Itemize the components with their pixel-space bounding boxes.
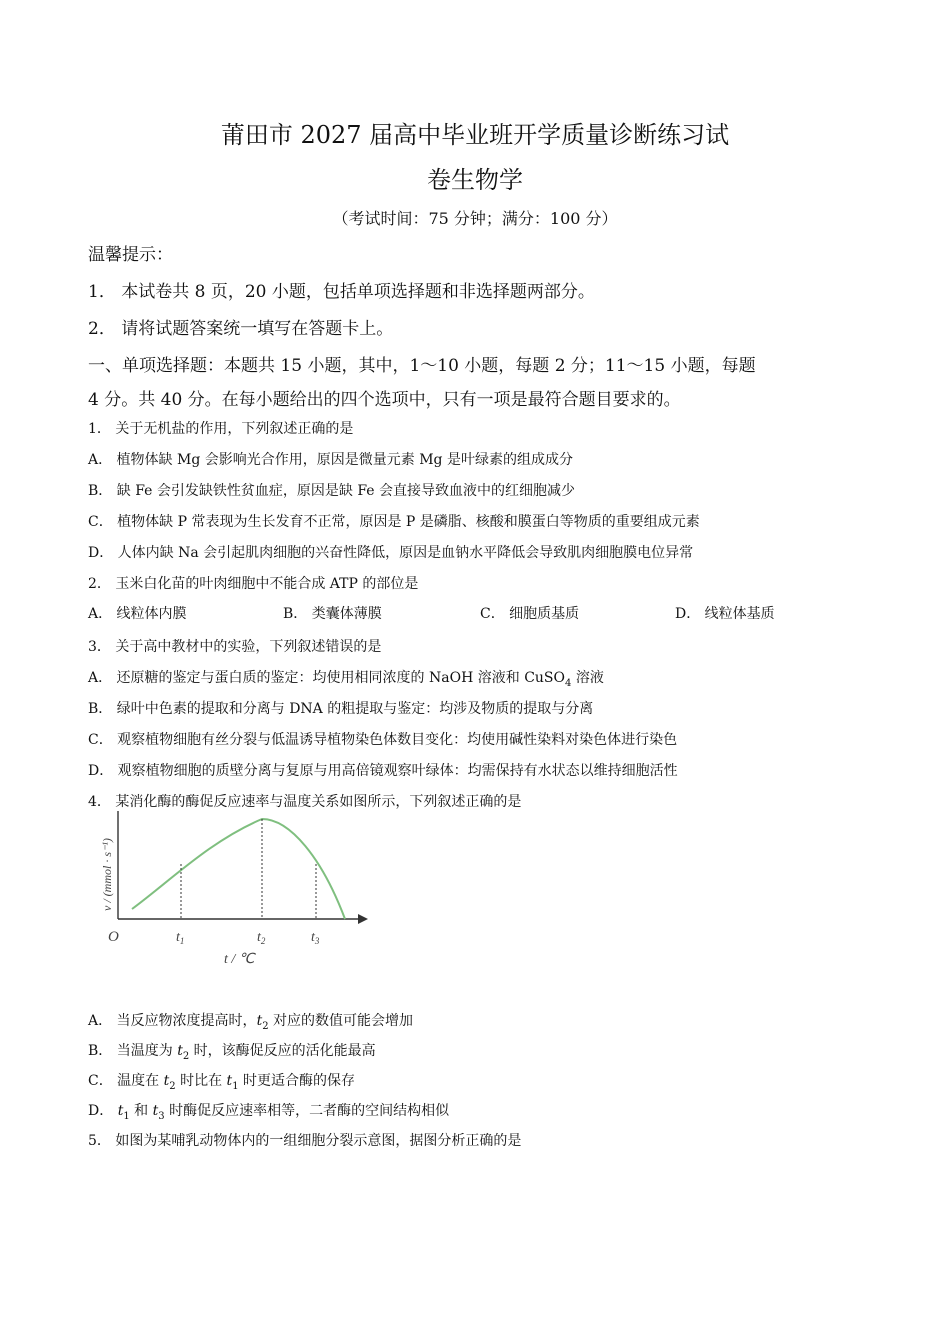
tips-heading: 温馨提示： [88,245,173,265]
y-axis-label: v / (mmol · s⁻¹) [100,838,114,911]
q1-option-d: D． 人体内缺 Na 会引起肌肉细胞的兴奋性降低，原因是血钠水平降低会导致肌肉细胞膜电位异常 [88,545,694,561]
section1-line1: 一、单项选择题：本题共 15 小题，其中，1～10 小题，每题 2 分；11～15 小题，每题 [88,356,756,376]
q1-option-a: A． 植物体缺 Mg 会影响光合作用，原因是微量元素 Mg 是叶绿素的组成成分 [88,452,573,468]
tips-item-2: 2． 请将试题答案统一填写在答题卡上。 [88,319,394,339]
q2-stem: 2． 玉米白化苗的叶肉细胞中不能合成 ATP 的部位是 [88,576,419,592]
page-title-line2: 卷生物学 [427,166,523,194]
x-axis-label: t / ℃ [224,952,255,967]
q4-option-c: C． 温度在 $t_2$ 时比在 $t_1$ 时更适合酶的保存 [88,1073,356,1092]
q4-option-a: A． 当反应物浓度提高时，$t_2$ 对应的数值可能会增加 [88,1013,414,1032]
q3-option-a: A． 还原糖的鉴定与蛋白质的鉴定：均使用相同浓度的 NaOH 溶液和 CuSO$_4$ 溶液 [88,670,604,689]
x-tick-t1: $t_1$ [176,930,185,946]
x-tick-t2: $t_2$ [257,930,266,946]
rate-curve [132,819,345,919]
q5-stem: 5． 如图为某哺乳动物体内的一组细胞分裂示意图，据图分析正确的是 [88,1133,522,1149]
q3-stem: 3． 关于高中教材中的实验，下列叙述错误的是 [88,639,382,655]
q2-option-b: B． 类囊体薄膜 [283,606,382,622]
q2-option-c: C． 细胞质基质 [480,606,580,622]
q3-option-d: D． 观察植物细胞的质壁分离与复原与用高倍镜观察叶绿体：均需保持有水状态以维持细胞活性 [88,763,678,779]
tips-item-1: 1． 本试卷共 8 页，20 小题，包括单项选择题和非选择题两部分。 [88,282,595,302]
q1-stem: 1． 关于无机盐的作用，下列叙述正确的是 [88,421,354,437]
q3-option-c: C． 观察植物细胞有丝分裂与低温诱导植物染色体数目变化：均使用碱性染料对染色体进行染色 [88,732,678,748]
section1-line2: 4 分。共 40 分。在每小题给出的四个选项中，只有一项是最符合题目要求的。 [88,390,681,410]
q4-stem: 4． 某消化酶的酶促反应速率与温度关系如图所示，下列叙述正确的是 [88,794,522,810]
page-title-line1: 莆田市 2027 届高中毕业班开学质量诊断练习试 [220,121,730,149]
origin-label: O [108,929,119,945]
q1-option-c: C． 植物体缺 P 常表现为生长发育不正常，原因是 P 是磷脂、核酸和膜蛋白等物质的重要组成元素 [88,514,700,530]
q2-option-d: D． 线粒体基质 [675,606,775,622]
q3-option-b: B． 绿叶中色素的提取和分离与 DNA 的粗提取与鉴定：均涉及物质的提取与分离 [88,701,594,717]
exam-info: （考试时间：75 分钟；满分：100 分） [332,209,618,228]
x-tick-t3: $t_3$ [311,930,320,946]
q4-option-d: D． $t_1$ 和 $t_3$ 时酶促反应速率相等，二者酶的空间结构相似 [88,1103,450,1122]
q1-option-b: B． 缺 Fe 会引发缺铁性贫血症，原因是缺 Fe 会直接导致血液中的红细胞减少 [88,483,576,499]
q4-option-b: B． 当温度为 $t_2$ 时，该酶促反应的活化能最高 [88,1043,376,1062]
x-axis-arrow-icon [358,914,368,924]
enzyme-rate-chart [100,803,390,973]
q2-option-a: A． 线粒体内膜 [88,606,187,622]
